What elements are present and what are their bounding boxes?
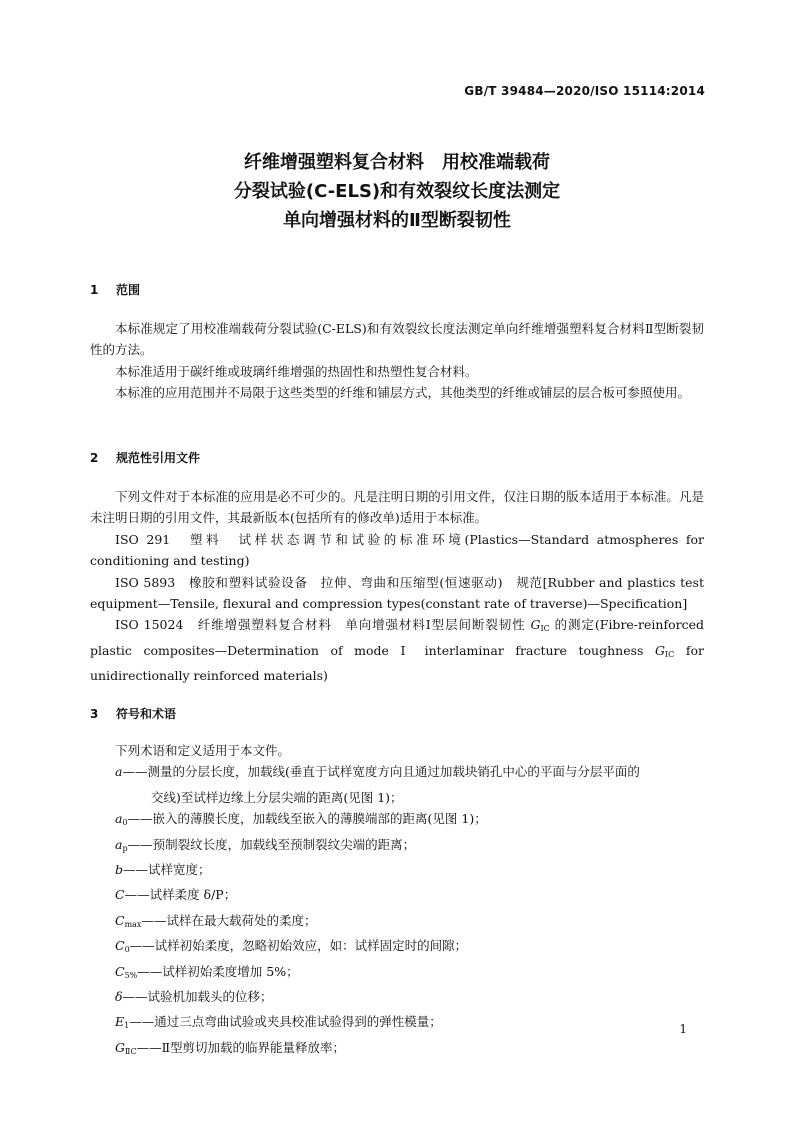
reference-item: ISO 291 塑料 试样状态调节和试验的标准环境(Plastics—Standard atmospheres for conditioning and testing): [90, 531, 704, 569]
term-symbol: b: [115, 862, 124, 878]
reference-text: 的测定(Fibre-reinforced plastic composites—Determination of mode Ⅰ interlaminar fracture toughness: [90, 617, 704, 658]
section-3-heading: [90, 705, 176, 722]
terms-list: [115, 740, 705, 1062]
section-1-body: [90, 318, 704, 404]
term-symbol: a: [115, 811, 123, 827]
term-symbol: C: [115, 963, 125, 979]
term-symbol: C: [115, 912, 125, 928]
term-definition: ——试验机加载头的位移；: [122, 989, 273, 1005]
term-item: [115, 910, 705, 935]
reference-text: for unidirectionally reinforced materials): [90, 642, 704, 684]
terms-intro: 下列术语和定义适用于本文件。: [115, 743, 291, 758]
section-1-heading: [90, 281, 140, 298]
term-definition: ——嵌入的薄膜长度，加载线至嵌入的薄膜端部的距离(见图 1)；: [127, 811, 487, 827]
term-item: [115, 961, 705, 986]
term-item: [115, 986, 705, 1011]
title-line-3: 单向增强材料的Ⅱ型断裂韧性: [283, 210, 511, 231]
term-definition: ——试样柔度 δ/P；: [124, 887, 237, 903]
term-subscript: 0: [122, 818, 128, 828]
term-item: [115, 761, 705, 808]
term-item: [115, 1037, 705, 1062]
term-definition: ——测量的分层长度，加载线(垂直于试样宽度方向且通过加载块销孔中心的平面与分层平面的: [122, 764, 640, 780]
term-subscript: 0: [124, 945, 130, 955]
term-definition: ——试样初始柔度增加 5%；: [137, 963, 299, 979]
symbol-subscript: IC: [540, 624, 550, 634]
section-2-body: [90, 486, 704, 687]
document-title: [0, 148, 794, 235]
paragraph: 下列文件对于本标准的应用是必不可少的。凡是注明日期的引用文件，仅注日期的版本适用于本标准。凡是未注明日期的引用文件，其最新版本(包括所有的修改单)适用于本标准。: [90, 489, 704, 526]
reference-text: ISO 15024 纤维增强塑料复合材料 单向增强材料Ⅰ型层间断裂韧性: [115, 617, 531, 633]
term-item: [115, 935, 705, 960]
term-definition: ——通过三点弯曲试验或夹具校准试验得到的弹性模量；: [129, 1014, 442, 1030]
term-symbol: C: [115, 938, 125, 954]
term-item: [115, 1011, 705, 1036]
symbol: G: [655, 642, 666, 658]
section-title: 符号和术语: [116, 707, 177, 721]
section-title: 规范性引用文件: [116, 451, 201, 465]
term-item: [115, 808, 705, 833]
term-subscript: p: [122, 843, 128, 853]
term-symbol: C: [115, 887, 125, 903]
term-symbol: a: [115, 764, 123, 780]
term-item: [115, 884, 705, 909]
title-line-2: 分裂试验(C-ELS)和有效裂纹长度法测定: [233, 181, 561, 202]
section-number: 1: [90, 283, 99, 297]
term-symbol: G: [115, 1039, 125, 1055]
term-definition: ——Ⅱ型剪切加载的临界能量释放率；: [136, 1039, 346, 1055]
section-title: 范围: [116, 283, 141, 297]
term-definition: ——试样初始柔度，忽略初始效应，如：试样固定时的间隙；: [129, 938, 468, 954]
term-subscript: 1: [124, 1021, 130, 1031]
page-number: 1: [679, 1022, 687, 1036]
term-subscript: 5%: [124, 970, 138, 980]
section-2-heading: [90, 449, 200, 466]
section-number: 3: [90, 707, 99, 721]
term-definition: ——预制裂纹长度，加载线至预制裂纹尖端的距离；: [127, 836, 416, 852]
paragraph: 本标准的应用范围并不局限于这些类型的纤维和铺层方式，其他类型的纤维或铺层的层合板可参照使用。: [115, 385, 691, 401]
reference-item: [90, 614, 704, 686]
term-symbol: a: [115, 836, 123, 852]
term-symbol: δ: [115, 989, 123, 1005]
paragraph: 本标准规定了用校准端载荷分裂试验(C-ELS)和有效裂纹长度法测定单向纤维增强塑料复合材料Ⅱ型断裂韧性的方法。: [90, 321, 704, 358]
term-item: [115, 859, 705, 884]
paragraph: 本标准适用于碳纤维或玻璃纤维增强的热固性和热塑性复合材料。: [115, 363, 478, 379]
title-line-1: 纤维增强塑料复合材料 用校准端载荷: [244, 152, 550, 173]
term-item: [115, 834, 705, 859]
section-number: 2: [90, 451, 99, 465]
standard-number: GB/T 39484—2020/ISO 15114:2014: [464, 84, 705, 98]
reference-item: ISO 5893 橡胶和塑料试验设备 拉伸、弯曲和压缩型(恒速驱动) 规范[Rubber and plastics test equipment—Tensile, flexural and compression types(constant rate of traverse)—Specification]: [90, 574, 704, 612]
term-definition-continued: 交线)至试样边缘上分层尖端的距离(见图 1)；: [151, 789, 403, 805]
term-subscript: ⅡC: [125, 1046, 137, 1056]
symbol: G: [530, 617, 541, 633]
term-definition: ——试样在最大载荷处的柔度；: [141, 912, 317, 928]
term-subscript: max: [124, 919, 142, 929]
term-symbol: E: [115, 1014, 125, 1030]
term-definition: ——试样宽度；: [123, 862, 211, 878]
symbol-subscript: IC: [665, 649, 675, 659]
